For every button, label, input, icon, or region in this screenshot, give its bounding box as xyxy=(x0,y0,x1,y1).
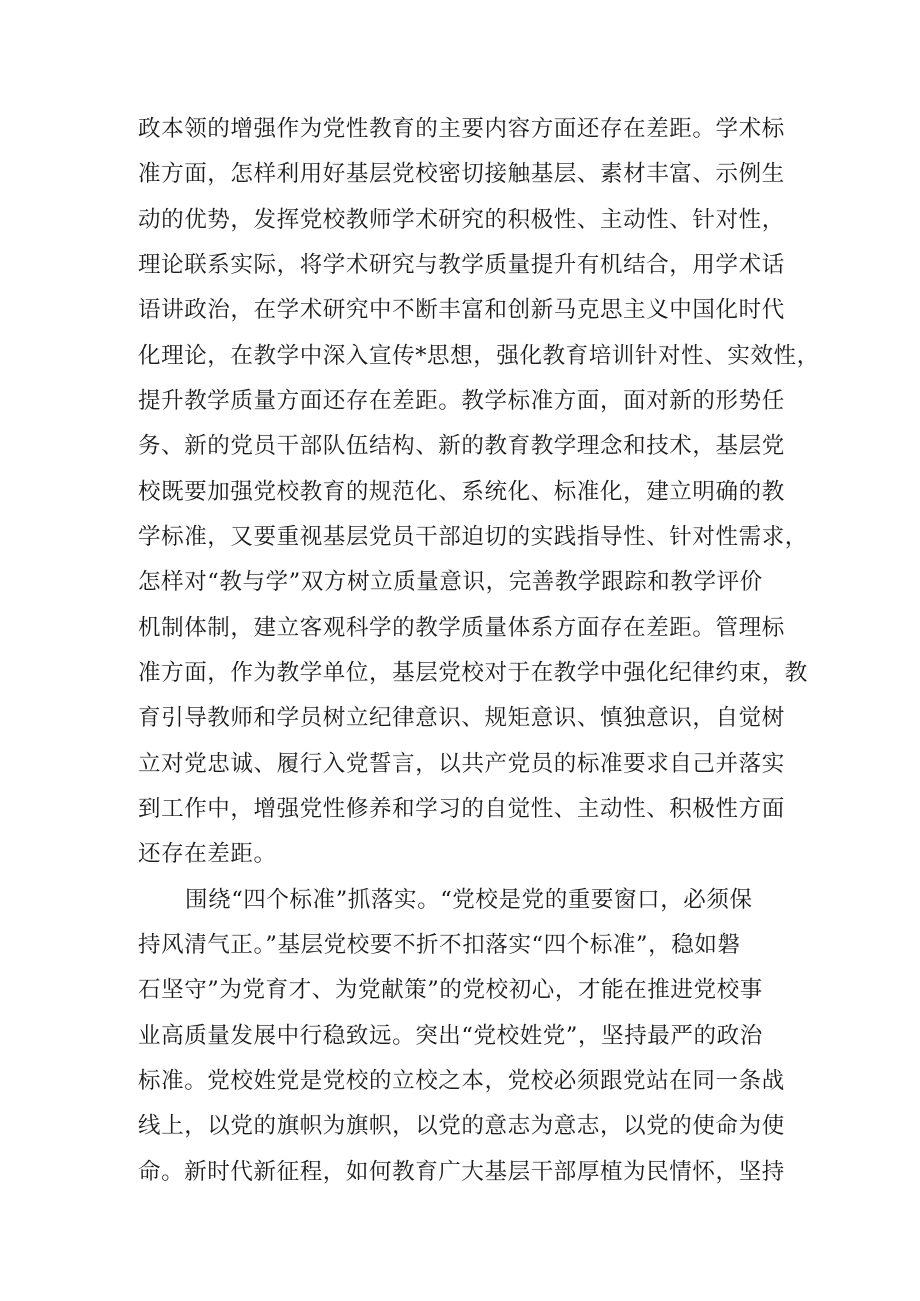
text-line-19: 持风清气正。”基层党校要不折不扣落实“四个标准”，稳如磐 xyxy=(138,932,741,958)
text-line-6: 化理论，在教学中深入宣传*思想，强化教育培训针对性、实效性， xyxy=(138,343,820,369)
text-line-13: 准方面，作为教学单位，基层党校对于在教学中强化纪律约束，教 xyxy=(138,660,808,686)
text-line-3: 动的优势，发挥党校教师学术研究的积极性、主动性、针对性， xyxy=(138,207,785,233)
text-line-11: 怎样对“教与学”双方树立质量意识，完善教学跟踪和教学评价 xyxy=(138,569,763,595)
text-line-7: 提升教学质量方面还存在差距。教学标准方面，面对新的形势任 xyxy=(138,388,785,414)
text-line-4: 理论联系实际，将学术研究与教学质量提升有机结合，用学术话 xyxy=(138,252,785,278)
text-line-21: 业高质量发展中行稳致远。突出“党校姓党”，坚持最严的政治 xyxy=(138,1023,763,1049)
text-line-24: 命。新时代新征程，如何教育广大基层干部厚植为民情怀，坚持 xyxy=(138,1159,785,1185)
text-line-18: 围绕“四个标准”抓落实。“党校是党的重要窗口，必须保 xyxy=(185,887,753,913)
text-line-2: 准方面，怎样利用好基层党校密切接触基层、素材丰富、示例生 xyxy=(138,161,785,187)
text-line-9: 校既要加强党校教育的规范化、系统化、标准化，建立明确的教 xyxy=(138,479,785,505)
text-line-15: 立对党忠诚、履行入党誓言，以共产党员的标准要求自己并落实 xyxy=(138,751,785,777)
text-line-8: 务、新的党员干部队伍结构、新的教育教学理念和技术，基层党 xyxy=(138,433,785,459)
text-line-22: 标准。党校姓党是党校的立校之本，党校必须跟党站在同一条战 xyxy=(138,1068,785,1094)
text-line-17: 还存在差距。 xyxy=(138,841,277,867)
text-line-14: 育引导教师和学员树立纪律意识、规矩意识、慎独意识，自觉树 xyxy=(138,705,785,731)
text-line-10: 学标准，又要重视基层党员干部迫切的实践指导性、针对性需求， xyxy=(138,524,808,550)
text-line-16: 到工作中，增强党性修养和学习的自觉性、主动性、积极性方面 xyxy=(138,796,785,822)
text-line-12: 机制体制，建立客观科学的教学质量体系方面存在差距。管理标 xyxy=(138,615,785,641)
text-line-1: 政本领的增强作为党性教育的主要内容方面还存在差距。学术标 xyxy=(138,116,785,142)
text-line-23: 线上，以党的旗帜为旗帜，以党的意志为意志，以党的使命为使 xyxy=(138,1113,785,1139)
text-line-5: 语讲政治，在学术研究中不断丰富和创新马克思主义中国化时代 xyxy=(138,297,785,323)
text-line-20: 石坚守”为党育才、为党献策”的党校初心，才能在推进党校事 xyxy=(138,977,763,1003)
